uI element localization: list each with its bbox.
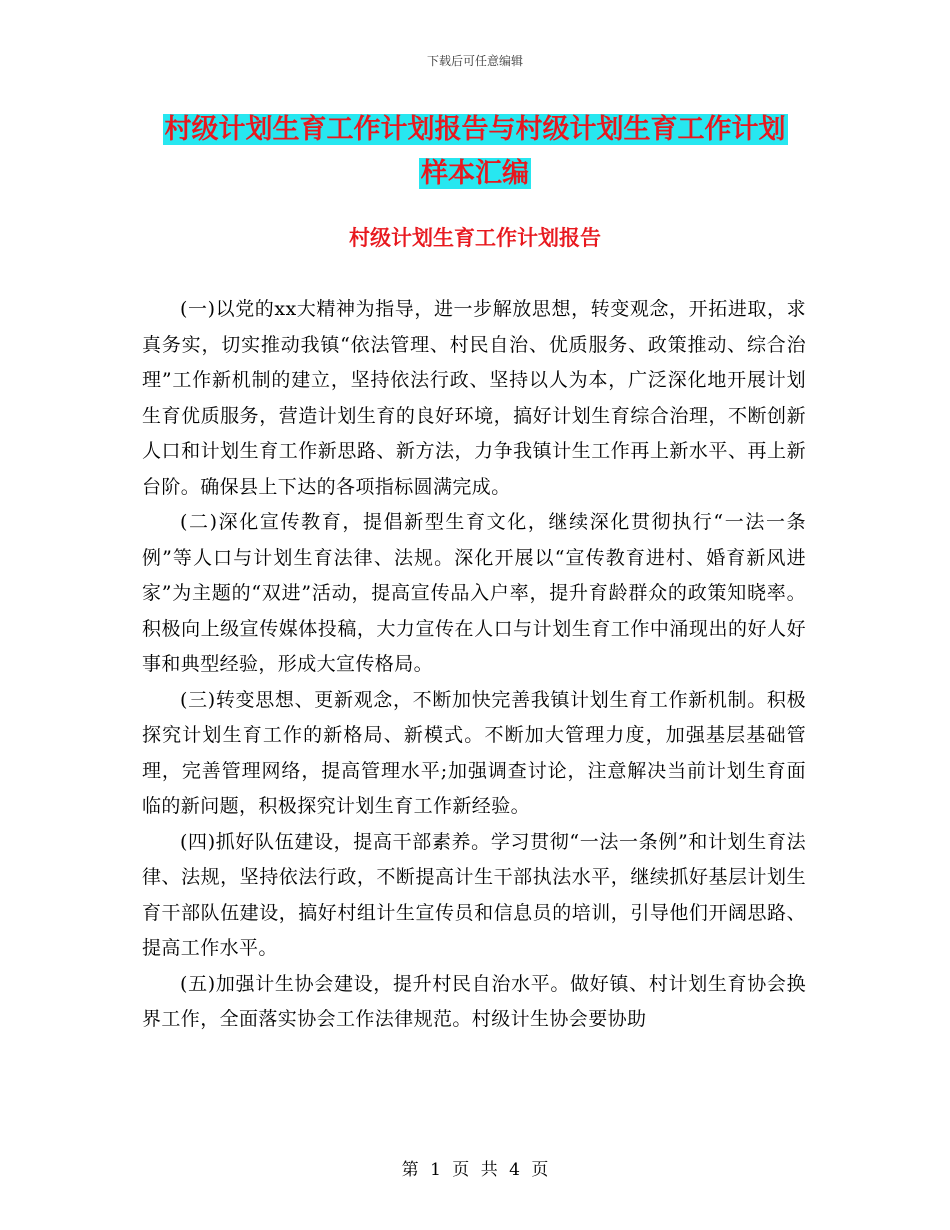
paragraph-2: (二)深化宣传教育，提倡新型生育文化，继续深化贯彻执行“一法一条例”等人口与计划生育法律、法规。深化开展以“宣传教育进村、婚育新风进家”为主题的“双进”活动，提高宣传品入户率，提升育龄群众的政策知晓率。积极向上级宣传媒体投稿，大力宣传在人口与计划生育工作中涌现出的好人好事和典型经验，形成大宣传格局。 <box>142 511 806 675</box>
document-title-line-1: 村级计划生育工作计划报告与村级计划生育工作计划 <box>164 114 786 145</box>
paragraph-5: (五)加强计生协会建设，提升村民自治水平。做好镇、村计划生育协会换界工作，全面落实协会工作法律规范。村级计生协会要协助 <box>142 972 806 1030</box>
document-title <box>0 108 950 196</box>
paragraph-4: (四)抓好队伍建设，提高干部素养。学习贯彻“一法一条例”和计划生育法律、法规，坚持依法行政，不断提高计生干部执法水平，继续抓好基层计划生育干部队伍建设，搞好村组计生宣传员和信息员的培训，引导他们开阔思路、提高工作水平。 <box>142 830 806 959</box>
document-body <box>142 292 806 1038</box>
document-title-line-2: 样本汇编 <box>421 158 529 189</box>
header-note: 下载后可任意编辑 <box>426 54 523 68</box>
paragraph-3: (三)转变思想、更新观念，不断加快完善我镇计划生育工作新机制。积极探究计划生育工作的新格局、新模式。不断加大管理力度，加强基层基础管理，完善管理网络，提高管理水平;加强调查讨论，注意解决当前计划生育面临的新问题，积极探究计划生育工作新经验。 <box>142 688 806 817</box>
page-footer: 第 1 页 共 4 页 <box>401 1160 549 1180</box>
paragraph-1: (一)以党的xx大精神为指导，进一步解放思想，转变观念，开拓进取，求真务实，切实推动我镇“依法管理、村民自治、优质服务、政策推动、综合治理”工作新机制的建立，坚持依法行政、坚持以人为本，广泛深化地开展计划生育优质服务，营造计划生育的良好环境，搞好计划生育综合治理，不断创新人口和计划生育工作新思路、新方法，力争我镇计生工作再上新水平、再上新台阶。确保县上下达的各项指标圆满完成。 <box>142 298 806 498</box>
section-title: 村级计划生育工作计划报告 <box>349 226 601 250</box>
